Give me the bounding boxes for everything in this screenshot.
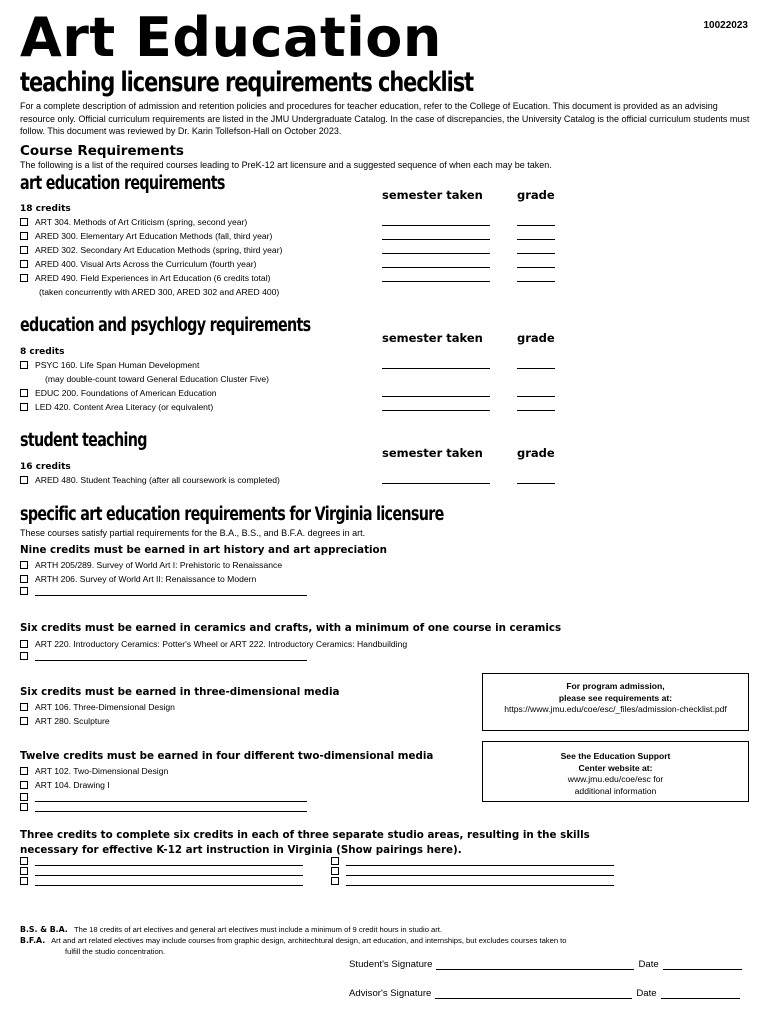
grade-field[interactable] xyxy=(517,253,555,254)
date-label: Date xyxy=(636,988,657,999)
list-item: EDUC 200. Foundations of American Education xyxy=(20,386,269,400)
checkbox[interactable] xyxy=(20,877,28,885)
art-ed-record-lines xyxy=(382,215,562,285)
grade-header: grade xyxy=(517,446,555,460)
checkbox[interactable] xyxy=(20,232,28,240)
checkbox[interactable] xyxy=(20,717,28,725)
list-item: ARTH 205/289. Survey of World Art I: Prehistoric to Renaissance xyxy=(20,558,307,572)
grade-field[interactable] xyxy=(517,239,555,240)
course-requirements-heading: Course Requirements xyxy=(20,143,184,159)
esc-info-box xyxy=(482,741,749,802)
list-item xyxy=(20,651,407,661)
student-teaching-list xyxy=(20,473,280,487)
admission-link[interactable]: https://www.jmu.edu/coe/esc/_files/admission-checklist.pdf xyxy=(504,704,727,714)
studio-pairings-right xyxy=(331,856,614,886)
checkbox[interactable] xyxy=(20,652,28,660)
semester-field[interactable] xyxy=(382,410,490,411)
list-item xyxy=(331,866,614,876)
checkbox[interactable] xyxy=(331,857,339,865)
list-item: ART 106. Three-Dimensional Design xyxy=(20,700,175,714)
semester-taken-header: semester taken xyxy=(382,446,483,460)
checkbox[interactable] xyxy=(20,403,28,411)
education-psychology-heading: education and psychlogy requirements xyxy=(20,315,311,336)
list-item xyxy=(20,802,307,812)
art-education-heading: art education requirements xyxy=(20,173,225,194)
footer-notes xyxy=(20,924,760,957)
six-ceramics-list xyxy=(20,637,407,661)
page-title: Art Education xyxy=(20,6,442,69)
checkbox[interactable] xyxy=(20,803,28,811)
list-item: ARED 302. Secondary Art Education Methods (spring, third year) xyxy=(20,243,282,257)
twelve-credits-heading: Twelve credits must be earned in four different two-dimensional media xyxy=(20,750,434,762)
esc-link[interactable]: www.jmu.edu/coe/esc for xyxy=(567,774,664,784)
checkbox[interactable] xyxy=(20,767,28,775)
list-item: ARTH 206. Survey of World Art II: Renaissance to Modern xyxy=(20,572,307,586)
semester-field[interactable] xyxy=(382,267,490,268)
list-item: ARED 400. Visual Arts Across the Curriculum (fourth year) xyxy=(20,257,282,271)
twelve-credits-list xyxy=(20,764,307,812)
bfa-label: B.F.A. xyxy=(20,936,46,945)
grade-field[interactable] xyxy=(517,396,555,397)
checkbox[interactable] xyxy=(20,476,28,484)
student-signature-field[interactable] xyxy=(436,960,634,970)
six-3d-heading: Six credits must be earned in three-dimensional media xyxy=(20,686,340,698)
list-item: LED 420. Content Area Literacy (or equivalent) xyxy=(20,400,269,414)
checkbox[interactable] xyxy=(20,793,28,801)
edpsych-list xyxy=(20,358,269,414)
checkbox[interactable] xyxy=(20,246,28,254)
list-item: ARED 490. Field Experiences in Art Education (6 credits total) xyxy=(20,271,282,285)
bfa-note: B.F.A. Art and art related electives may include courses from graphic design, architechtural design, art education, and internships, but excludes courses taken to xyxy=(20,936,567,945)
virginia-note: These courses satisfy partial requirements for the B.A., B.S., and B.F.A. degrees in art. xyxy=(20,528,366,538)
page-subtitle: teaching licensure requirements checklist xyxy=(20,67,474,98)
advisor-date-field[interactable] xyxy=(661,989,740,999)
list-item: ARED 480. Student Teaching (after all coursework is completed) xyxy=(20,473,280,487)
list-item: ARED 300. Elementary Art Education Methods (fall, third year) xyxy=(20,229,282,243)
blank-course-field[interactable] xyxy=(35,802,307,812)
checkbox[interactable] xyxy=(20,587,28,595)
checkbox[interactable] xyxy=(20,361,28,369)
checkbox[interactable] xyxy=(20,640,28,648)
grade-header: grade xyxy=(517,188,555,202)
advisor-signature-row xyxy=(349,988,740,999)
student-teaching-record-lines xyxy=(382,473,562,487)
edpsych-credits: 8 credits xyxy=(20,347,65,357)
three-credits-heading: Three credits to complete six credits in each of three separate studio areas, resulting in the skills necessary for effective K-12 art instruction in Virginia (Show pairings here). xyxy=(20,829,590,856)
nine-credits-heading: Nine credits must be earned in art history and art appreciation xyxy=(20,544,387,556)
grade-field[interactable] xyxy=(517,281,555,282)
course-requirements-text: The following is a list of the required courses leading to PreK-12 art licensure and a suggested sequence of when each may be taken. xyxy=(20,160,552,170)
grade-header: grade xyxy=(517,331,555,345)
semester-field[interactable] xyxy=(382,396,490,397)
blank-course-field[interactable] xyxy=(35,651,307,661)
bs-note: B.S. & B.A. The 18 credits of art electives and general art electives must include a minimum of 9 credit hours in studio art. xyxy=(20,925,443,934)
checkbox[interactable] xyxy=(20,867,28,875)
list-item-note: (taken concurrently with ARED 300, ARED 302 and ARED 400) xyxy=(39,287,280,297)
blank-course-field[interactable] xyxy=(35,792,307,802)
edpsych-record-lines xyxy=(382,358,562,414)
semester-field[interactable] xyxy=(382,281,490,282)
semester-field[interactable] xyxy=(382,368,490,369)
list-item: ART 104. Drawing I xyxy=(20,778,307,792)
esc-line-1: See the Education Support xyxy=(560,751,671,761)
checkbox[interactable] xyxy=(20,274,28,282)
grade-field[interactable] xyxy=(517,368,555,369)
student-teaching-credits: 16 credits xyxy=(20,462,71,472)
semester-taken-header: semester taken xyxy=(382,331,483,345)
date-label: Date xyxy=(638,959,659,970)
grade-field[interactable] xyxy=(517,483,555,484)
nine-credits-list xyxy=(20,558,307,596)
art-ed-list xyxy=(20,215,282,299)
checkbox[interactable] xyxy=(20,575,28,583)
semester-field[interactable] xyxy=(382,253,490,254)
semester-field[interactable] xyxy=(382,239,490,240)
grade-field[interactable] xyxy=(517,267,555,268)
semester-field[interactable] xyxy=(382,225,490,226)
list-item-note: (may double-count toward General Education Cluster Five) xyxy=(45,374,270,384)
semester-field[interactable] xyxy=(382,483,490,484)
list-item xyxy=(331,856,614,866)
student-date-field[interactable] xyxy=(663,960,742,970)
list-item xyxy=(20,866,303,876)
list-item: ART 280. Sculpture xyxy=(20,714,175,728)
semester-taken-header: semester taken xyxy=(382,188,483,202)
list-item: PSYC 160. Life Span Human Development xyxy=(20,358,269,372)
blank-course-field[interactable] xyxy=(346,876,614,886)
grade-field[interactable] xyxy=(517,410,555,411)
checkbox[interactable] xyxy=(20,857,28,865)
advisor-signature-field[interactable] xyxy=(435,989,632,999)
admission-info-box xyxy=(482,673,749,731)
blank-course-field[interactable] xyxy=(35,856,303,866)
checkbox[interactable] xyxy=(20,260,28,268)
list-item: ART 220. Introductory Ceramics: Potter's Wheel or ART 222. Introductory Ceramics: Handbuilding xyxy=(20,637,407,651)
list-item: ART 304. Methods of Art Criticism (spring, second year) xyxy=(20,215,282,229)
checkbox[interactable] xyxy=(331,877,339,885)
admission-line-1: For program admission, xyxy=(566,681,665,691)
document-code: 10022023 xyxy=(703,20,748,31)
student-teaching-heading: student teaching xyxy=(20,430,147,451)
grade-field[interactable] xyxy=(517,225,555,226)
virginia-heading: specific art education requirements for Virginia licensure xyxy=(20,504,444,525)
blank-course-field[interactable] xyxy=(346,866,614,876)
checkbox[interactable] xyxy=(20,781,28,789)
art-ed-credits: 18 credits xyxy=(20,204,71,214)
list-item: ART 102. Two-Dimensional Design xyxy=(20,764,307,778)
list-item xyxy=(331,876,614,886)
six-3d-list xyxy=(20,700,175,728)
admission-line-2: please see requirements at: xyxy=(558,692,673,703)
student-signature-label: Student's Signature xyxy=(349,959,433,970)
checkbox[interactable] xyxy=(20,389,28,397)
checkbox[interactable] xyxy=(20,703,28,711)
bfa-note-cont: fulfill the studio concentration. xyxy=(65,947,166,956)
list-item xyxy=(20,586,307,596)
student-signature-row xyxy=(349,959,742,970)
studio-pairings-left xyxy=(20,856,303,886)
list-item xyxy=(20,876,303,886)
intro-paragraph: For a complete description of admission and retention policies and procedures for teacher education, refer to the College of Eucation. This document is provided as an advising resource only. Official curriculum requirements are listed in the JMU Undergraduate Catalog. In the case of discrepancies, the University Catalog is the official curriculum students must follow. This document was reviewed by Dr. Karin Tollefson-Hall on October 2023. xyxy=(20,101,750,136)
advisor-signature-label: Advisor's Signature xyxy=(349,988,432,999)
checkbox[interactable] xyxy=(331,867,339,875)
esc-line-2: Center website at: xyxy=(578,762,653,773)
blank-course-field[interactable] xyxy=(35,586,307,596)
esc-line-4: additional information xyxy=(574,785,657,796)
list-item xyxy=(20,792,307,802)
checkbox[interactable] xyxy=(20,561,28,569)
blank-course-field[interactable] xyxy=(35,876,303,886)
list-item xyxy=(20,856,303,866)
checkbox[interactable] xyxy=(20,218,28,226)
six-ceramics-heading: Six credits must be earned in ceramics and crafts, with a minimum of one course in ceramics xyxy=(20,622,562,634)
blank-course-field[interactable] xyxy=(35,866,303,876)
blank-course-field[interactable] xyxy=(346,856,614,866)
bs-label: B.S. & B.A. xyxy=(20,925,68,934)
